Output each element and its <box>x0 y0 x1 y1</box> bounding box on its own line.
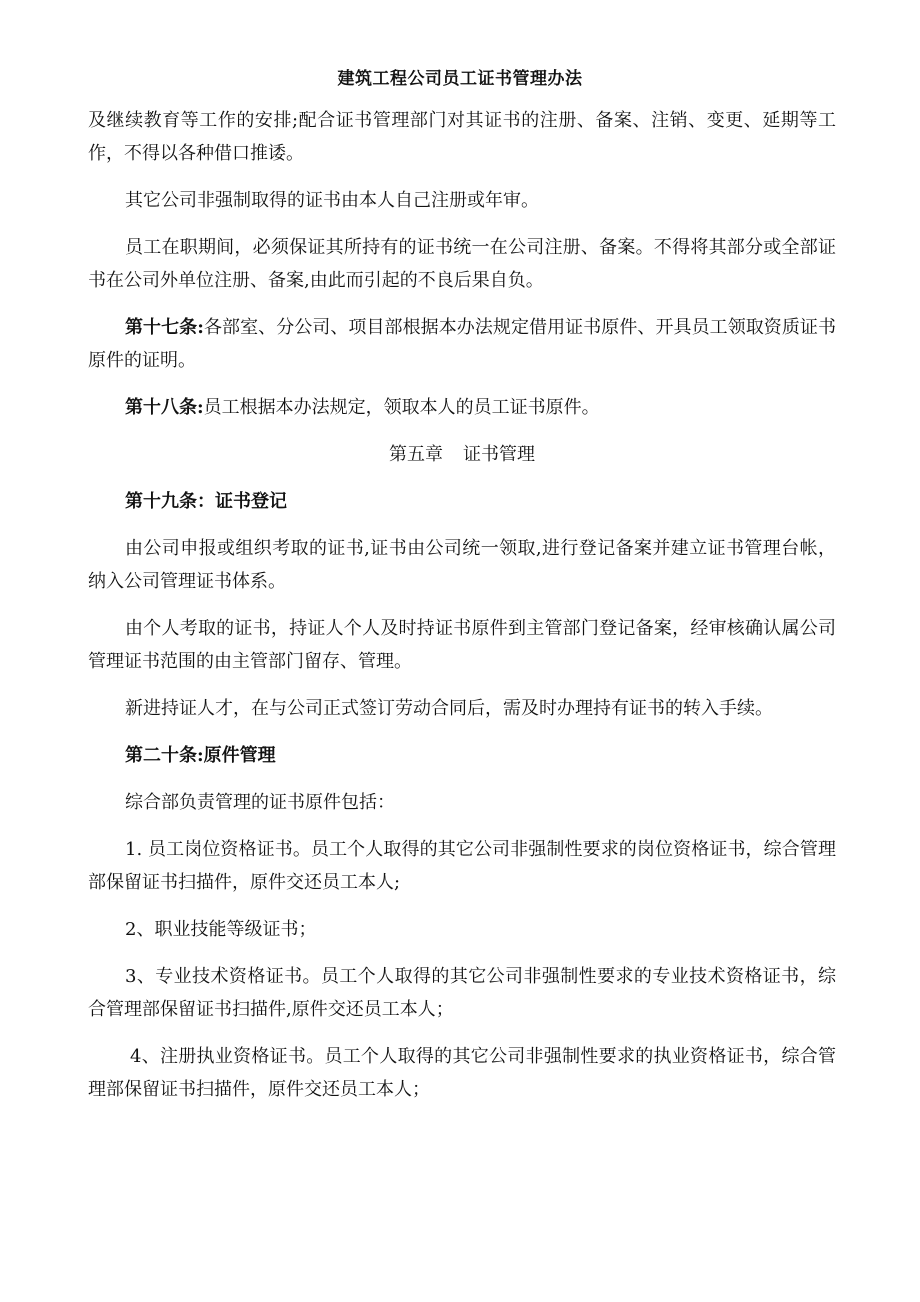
paragraph-company-certificates: 由公司申报或组织考取的证书,证书由公司统一领取,进行登记备案并建立证书管理台帐，纳入公司管理证书体系。 <box>88 538 836 592</box>
article-17-text: 各部室、分公司、项目部根据本办法规定借用证书原件、开具员工领取资质证书原件的证明。 <box>88 317 836 371</box>
article-20-heading: 第二十条:原件管理 <box>125 745 276 766</box>
chapter-number: 第五章 <box>389 444 443 465</box>
article-18 <box>88 391 836 424</box>
paragraph-personal-certificates: 由个人考取的证书，持证人个人及时持证书原件到主管部门登记备案，经审核确认属公司管理证书范围的由主管部门留存、管理。 <box>88 618 836 672</box>
paragraph-registration-self: 其它公司非强制取得的证书由本人自己注册或年审。 <box>125 190 539 211</box>
document-body <box>88 104 836 1120</box>
chapter-title: 证书管理 <box>463 444 535 465</box>
paragraph-originals-intro: 综合部负责管理的证书原件包括： <box>125 792 395 813</box>
list-item-4: 4、注册执业资格证书。员工个人取得的其它公司非强制性要求的执业资格证书，综合管理部保留证书扫描件，原件交还员工本人； <box>88 1046 836 1100</box>
list-item-3: 3、专业技术资格证书。员工个人取得的其它公司非强制性要求的专业技术资格证书，综合管理部保留证书扫描件,原件交还员工本人； <box>88 966 836 1020</box>
page-header-title: 建筑工程公司员工证书管理办法 <box>337 69 583 89</box>
list-item-1: 1. 员工岗位资格证书。员工个人取得的其它公司非强制性要求的岗位资格证书，综合管理部保留证书扫描件，原件交还员工本人; <box>88 839 836 893</box>
article-17 <box>88 311 836 377</box>
list-item-2: 2、职业技能等级证书； <box>125 919 317 940</box>
article-17-label: 第十七条: <box>125 317 204 338</box>
article-19-heading: 第十九条：证书登记 <box>125 491 287 512</box>
paragraph-new-hires: 新进持证人才，在与公司正式签订劳动合同后，需及时办理持有证书的转入手续。 <box>125 698 773 719</box>
article-18-text: 员工根据本办法规定，领取本人的员工证书原件。 <box>203 397 600 418</box>
paragraph-employment-period: 员工在职期间，必须保证其所持有的证书统一在公司注册、备案。不得将其部分或全部证书在公司外单位注册、备案,由此而引起的不良后果自负。 <box>88 237 836 291</box>
chapter-heading <box>88 438 836 471</box>
paragraph-continuation: 及继续教育等工作的安排;配合证书管理部门对其证书的注册、备案、注销、变更、延期等工作，不得以各种借口推诿。 <box>88 110 836 164</box>
article-18-label: 第十八条: <box>125 397 204 418</box>
